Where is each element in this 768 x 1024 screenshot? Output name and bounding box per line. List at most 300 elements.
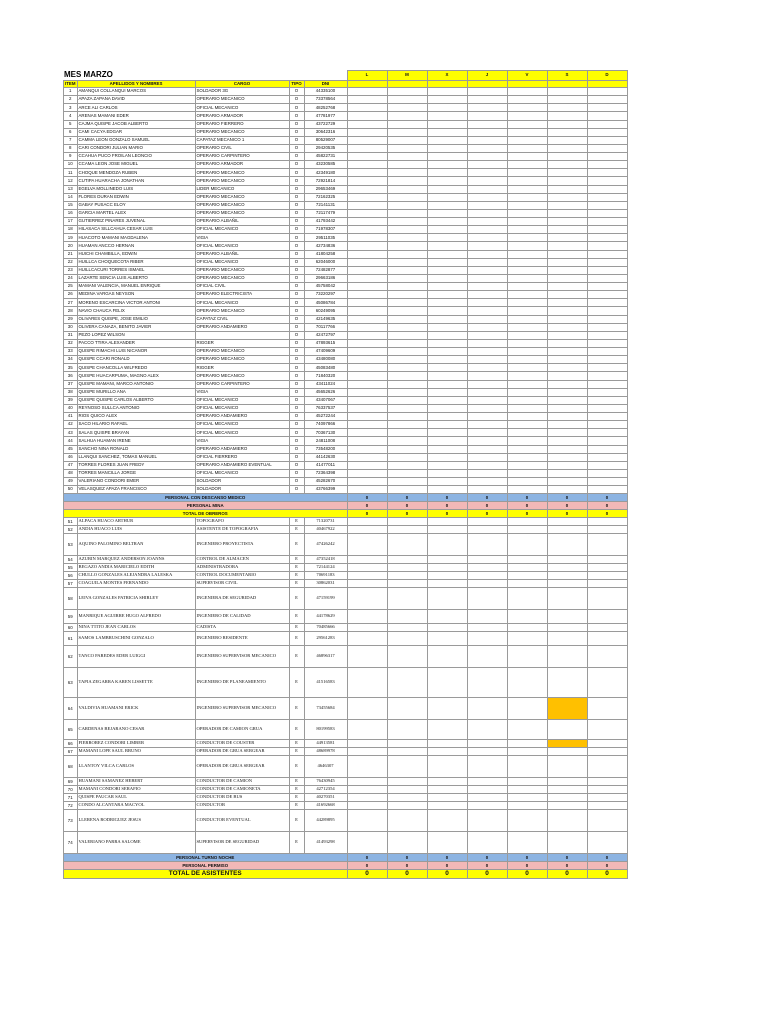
employee-tipo: O <box>289 380 304 388</box>
attendance-cell <box>587 291 627 299</box>
attendance-cell <box>387 307 427 315</box>
attendance-cell <box>427 364 467 372</box>
attendance-cell <box>467 794 507 802</box>
employee-cargo: OPERARIO ANDAMIERO <box>195 413 289 421</box>
attendance-cell <box>347 698 387 720</box>
attendance-cell <box>427 136 467 144</box>
attendance-cell <box>547 185 587 193</box>
employee-cargo: OPERARIO MECANICO <box>195 266 289 274</box>
attendance-cell <box>467 396 507 404</box>
item-number: 30 <box>64 323 78 331</box>
employee-tipo: O <box>289 323 304 331</box>
item-number: 26 <box>64 291 78 299</box>
attendance-cell <box>547 104 587 112</box>
employee-tipo: O <box>289 234 304 242</box>
attendance-cell <box>467 307 507 315</box>
employee-cargo: OFICIAL MECANICO <box>195 258 289 266</box>
attendance-cell <box>387 226 427 234</box>
attendance-cell <box>547 810 587 832</box>
employee-cargo: CONDUCTOR DE CAMIONETA <box>195 786 289 794</box>
attendance-cell <box>347 810 387 832</box>
attendance-cell <box>507 478 547 486</box>
attendance-cell <box>427 323 467 331</box>
attendance-cell <box>547 534 587 556</box>
attendance-cell <box>587 786 627 794</box>
attendance-cell <box>387 421 427 429</box>
item-number: 46 <box>64 453 78 461</box>
employee-tipo: O <box>289 242 304 250</box>
attendance-cell <box>387 177 427 185</box>
attendance-cell <box>347 226 387 234</box>
attendance-cell <box>427 534 467 556</box>
attendance-cell <box>547 832 587 854</box>
attendance-cell <box>587 274 627 282</box>
table-row <box>64 185 628 193</box>
day-cell <box>507 81 547 88</box>
employee-name: QUISPE MURILLO ANA <box>77 388 195 396</box>
attendance-cell <box>347 274 387 282</box>
attendance-cell <box>347 453 387 461</box>
attendance-cell <box>427 348 467 356</box>
employee-cargo: INGENIERA DE SEGURIDAD <box>195 588 289 610</box>
attendance-cell <box>547 380 587 388</box>
attendance-cell <box>547 588 587 610</box>
attendance-cell <box>387 624 427 632</box>
attendance-cell <box>427 453 467 461</box>
attendance-cell <box>347 120 387 128</box>
item-number: 72 <box>64 802 78 810</box>
attendance-cell <box>467 356 507 364</box>
attendance-cell <box>347 388 387 396</box>
attendance-cell <box>387 218 427 226</box>
attendance-cell <box>467 104 507 112</box>
attendance-cell <box>507 209 547 217</box>
attendance-cell <box>507 461 547 469</box>
employee-tipo: O <box>289 299 304 307</box>
header-dni: DNI <box>304 81 347 88</box>
table-row <box>64 323 628 331</box>
attendance-cell <box>427 698 467 720</box>
employee-cargo: VIGIA <box>195 437 289 445</box>
attendance-cell <box>587 564 627 572</box>
attendance-cell <box>467 668 507 698</box>
item-number: 31 <box>64 331 78 339</box>
attendance-cell <box>427 120 467 128</box>
attendance-cell <box>427 226 467 234</box>
attendance-cell <box>427 624 467 632</box>
attendance-cell <box>387 315 427 323</box>
item-number: 61 <box>64 632 78 646</box>
employee-dni: 40467922 <box>304 526 347 534</box>
attendance-cell <box>507 396 547 404</box>
attendance-cell <box>387 104 427 112</box>
employee-tipo: O <box>289 445 304 453</box>
table-row <box>64 356 628 364</box>
attendance-cell <box>347 421 387 429</box>
employee-name: SACO HILARIO RAFAEL <box>77 421 195 429</box>
employee-dni: 76430945 <box>304 778 347 786</box>
item-number: 37 <box>64 380 78 388</box>
employee-dni: 73220297 <box>304 291 347 299</box>
attendance-cell <box>347 786 387 794</box>
employee-cargo: OFICIAL MECANICO <box>195 421 289 429</box>
attendance-cell <box>427 486 467 494</box>
employee-dni: 43411024 <box>304 380 347 388</box>
attendance-cell <box>347 748 387 756</box>
attendance-cell <box>507 778 547 786</box>
summary-value: 0 <box>427 862 467 870</box>
attendance-cell <box>427 478 467 486</box>
attendance-cell <box>427 437 467 445</box>
attendance-cell <box>347 128 387 136</box>
attendance-cell <box>387 274 427 282</box>
summary-value: 0 <box>587 854 627 862</box>
attendance-cell <box>587 226 627 234</box>
attendance-cell <box>587 356 627 364</box>
attendance-cell <box>547 88 587 96</box>
attendance-cell <box>427 161 467 169</box>
employee-cargo: OFICIAL MECANICO <box>195 242 289 250</box>
table-row <box>64 128 628 136</box>
day-cell <box>467 81 507 88</box>
summary-value: 0 <box>347 510 387 518</box>
summary-value: 0 <box>387 502 427 510</box>
attendance-cell <box>507 307 547 315</box>
attendance-cell <box>547 201 587 209</box>
attendance-cell <box>387 526 427 534</box>
attendance-cell <box>547 331 587 339</box>
employee-dni: 29511035 <box>304 234 347 242</box>
table-row <box>64 209 628 217</box>
attendance-cell <box>507 169 547 177</box>
item-number: 48 <box>64 469 78 477</box>
employee-dni: 73548200 <box>304 445 347 453</box>
table-row <box>64 274 628 282</box>
attendance-cell <box>587 396 627 404</box>
employee-tipo: O <box>289 193 304 201</box>
table-row <box>64 339 628 347</box>
attendance-cell <box>507 299 547 307</box>
item-number: 35 <box>64 364 78 372</box>
employee-dni: 30642316 <box>304 128 347 136</box>
employee-name: GARCIA MARTEL ALEX <box>77 209 195 217</box>
employee-dni: 42349180 <box>304 169 347 177</box>
employee-dni: 44335100 <box>304 88 347 96</box>
table-row <box>64 112 628 120</box>
attendance-cell <box>587 720 627 740</box>
attendance-cell <box>387 453 427 461</box>
employee-name: SALHUA HUAMAN IRENE <box>77 437 195 445</box>
attendance-cell <box>547 388 587 396</box>
attendance-cell <box>427 88 467 96</box>
attendance-cell <box>427 778 467 786</box>
attendance-cell <box>467 802 507 810</box>
attendance-cell <box>387 88 427 96</box>
table-row <box>64 698 628 720</box>
item-number: 68 <box>64 756 78 778</box>
employee-tipo: O <box>289 486 304 494</box>
item-number: 28 <box>64 307 78 315</box>
employee-cargo: CONDUCTOR DE BUS <box>195 794 289 802</box>
attendance-cell <box>467 588 507 610</box>
attendance-cell <box>547 169 587 177</box>
attendance-cell <box>387 234 427 242</box>
attendance-cell <box>587 646 627 668</box>
day-header: J <box>467 71 507 81</box>
attendance-cell <box>587 177 627 185</box>
attendance-cell <box>427 315 467 323</box>
employee-dni: 74097866 <box>304 421 347 429</box>
employee-tipo: O <box>289 104 304 112</box>
employee-tipo: O <box>289 461 304 469</box>
attendance-cell <box>587 556 627 564</box>
attendance-cell <box>547 161 587 169</box>
attendance-cell <box>587 526 627 534</box>
employee-tipo: O <box>289 250 304 258</box>
attendance-cell <box>547 802 587 810</box>
attendance-cell <box>587 169 627 177</box>
attendance-cell <box>427 372 467 380</box>
employee-cargo: SUPERVISOR CIVIL <box>195 580 289 588</box>
attendance-cell <box>467 421 507 429</box>
attendance-cell <box>467 364 507 372</box>
employee-name: QUISPE HUACARPUMA, MAGNO ALEX <box>77 372 195 380</box>
item-number: 12 <box>64 177 78 185</box>
item-number: 73 <box>64 810 78 832</box>
employee-name: OLIVARES QUISPE, JOSE EMILIO <box>77 315 195 323</box>
employee-dni: 70367130 <box>304 429 347 437</box>
employee-cargo: OPERARIO MECANICO <box>195 372 289 380</box>
attendance-cell <box>467 534 507 556</box>
attendance-cell <box>587 429 627 437</box>
summary-value: 0 <box>507 870 547 879</box>
summary-label: PERSONAL TURNO NOCHE <box>64 854 348 862</box>
table-row <box>64 534 628 556</box>
attendance-cell <box>387 588 427 610</box>
table-row <box>64 445 628 453</box>
attendance-cell <box>507 786 547 794</box>
attendance-cell <box>427 250 467 258</box>
employee-name: MORENO ESCARCINA VICTOR ANTONI <box>77 299 195 307</box>
employee-cargo: SOLDADOR 3G <box>195 88 289 96</box>
attendance-cell <box>347 802 387 810</box>
attendance-cell <box>547 720 587 740</box>
employee-cargo: INGENIERO RESIDENTE <box>195 632 289 646</box>
employee-cargo: OPERARIO MECANICO <box>195 193 289 201</box>
attendance-cell <box>427 802 467 810</box>
attendance-cell <box>547 177 587 185</box>
employee-name: GUTIERREZ PINARES JUVENAL <box>77 218 195 226</box>
attendance-cell <box>547 299 587 307</box>
attendance-cell <box>467 404 507 412</box>
item-number: 49 <box>64 478 78 486</box>
attendance-cell <box>387 486 427 494</box>
employee-dni: 29663186 <box>304 274 347 282</box>
item-number: 1 <box>64 88 78 96</box>
employee-dni: 44142630 <box>304 453 347 461</box>
employee-dni: 46896317 <box>304 646 347 668</box>
summary-value: 0 <box>587 862 627 870</box>
attendance-cell <box>467 299 507 307</box>
attendance-cell <box>467 810 507 832</box>
employee-name: QUISPE QUISPE CARLOS ALBERTO <box>77 396 195 404</box>
employee-cargo: OPERARIO CARPINTERO <box>195 153 289 161</box>
table-row <box>64 778 628 786</box>
attendance-cell <box>507 120 547 128</box>
attendance-cell <box>587 413 627 421</box>
employee-dni: 44289895 <box>304 810 347 832</box>
attendance-cell <box>347 572 387 580</box>
attendance-cell <box>467 323 507 331</box>
employee-name: HUACOTO MAMANI MAGDALENA <box>77 234 195 242</box>
item-number: 41 <box>64 413 78 421</box>
item-number: 22 <box>64 258 78 266</box>
attendance-cell <box>547 698 587 720</box>
employee-name: SANCHO NINA RONALD <box>77 445 195 453</box>
attendance-cell <box>587 632 627 646</box>
attendance-cell <box>467 518 507 526</box>
attendance-cell <box>427 144 467 152</box>
employee-dni: 29653469 <box>304 185 347 193</box>
attendance-cell <box>587 388 627 396</box>
attendance-cell <box>547 364 587 372</box>
attendance-cell <box>347 283 387 291</box>
attendance-cell <box>547 518 587 526</box>
attendance-cell <box>387 136 427 144</box>
item-number: 69 <box>64 778 78 786</box>
attendance-cell <box>467 478 507 486</box>
attendance-cell <box>427 201 467 209</box>
item-number: 74 <box>64 832 78 854</box>
attendance-cell <box>347 242 387 250</box>
attendance-cell <box>347 177 387 185</box>
attendance-cell <box>427 209 467 217</box>
attendance-cell <box>427 632 467 646</box>
day-header: D <box>587 71 627 81</box>
employee-dni: 45758042 <box>304 283 347 291</box>
header-tipo: TIPO <box>289 81 304 88</box>
attendance-cell <box>587 234 627 242</box>
attendance-cell <box>427 331 467 339</box>
attendance-cell <box>507 218 547 226</box>
employee-dni: 71320731 <box>304 518 347 526</box>
attendance-cell <box>467 234 507 242</box>
employee-dni: 72921814 <box>304 177 347 185</box>
employee-dni: 43407067 <box>304 396 347 404</box>
attendance-cell <box>507 315 547 323</box>
employee-name: QUISPE CCARI RONALD <box>77 356 195 364</box>
attendance-cell <box>587 348 627 356</box>
employee-dni: 45282670 <box>304 478 347 486</box>
employee-cargo: RIGGER <box>195 364 289 372</box>
employee-cargo: VIGIA <box>195 388 289 396</box>
attendance-cell <box>547 356 587 364</box>
attendance-cell <box>387 201 427 209</box>
table-row <box>64 580 628 588</box>
attendance-cell <box>347 413 387 421</box>
item-number: 4 <box>64 112 78 120</box>
attendance-cell <box>387 786 427 794</box>
attendance-cell <box>507 266 547 274</box>
employee-cargo: RIGGER <box>195 339 289 347</box>
attendance-cell <box>427 786 467 794</box>
employee-name: ANDIA HUACO LUIS <box>77 526 195 534</box>
employee-name: AMANQUI COLLANQUI MARCOS <box>77 88 195 96</box>
header-cargo: CARGO <box>195 81 289 88</box>
attendance-cell <box>467 580 507 588</box>
attendance-cell <box>547 372 587 380</box>
employee-cargo: CONDUCTOR <box>195 802 289 810</box>
summary-label: PERSONAL PERMISO <box>64 862 348 870</box>
employee-dni: 80529007 <box>304 136 347 144</box>
attendance-cell <box>587 161 627 169</box>
attendance-cell <box>507 274 547 282</box>
summary-value: 0 <box>587 502 627 510</box>
employee-cargo: OPERADOR DE GRUA SERGEAR <box>195 756 289 778</box>
table-row <box>64 756 628 778</box>
attendance-cell <box>427 388 467 396</box>
attendance-cell <box>427 564 467 572</box>
attendance-cell <box>347 161 387 169</box>
attendance-cell <box>587 748 627 756</box>
attendance-cell <box>547 128 587 136</box>
attendance-cell <box>427 283 467 291</box>
attendance-cell <box>347 218 387 226</box>
employee-name: OLIVERA CANAZA, BENITO JAVIER <box>77 323 195 331</box>
item-number: 34 <box>64 356 78 364</box>
employee-cargo: VIGIA <box>195 234 289 242</box>
day-header: S <box>547 71 587 81</box>
attendance-cell <box>547 453 587 461</box>
employee-tipo: O <box>289 185 304 193</box>
item-number: 25 <box>64 283 78 291</box>
attendance-cell <box>347 610 387 624</box>
attendance-cell <box>427 810 467 832</box>
attendance-cell <box>507 356 547 364</box>
attendance-cell <box>587 136 627 144</box>
employee-name: GABAY PUSACC ELOY <box>77 201 195 209</box>
employee-name: TORRES FLORES JUAN FREDY <box>77 461 195 469</box>
attendance-cell <box>427 518 467 526</box>
employee-dni: 47893615 <box>304 339 347 347</box>
attendance-cell <box>347 144 387 152</box>
summary-label: PERSONAL CON DESCANSO MEDICO <box>64 494 348 502</box>
employee-tipo: E <box>289 778 304 786</box>
attendance-cell <box>427 339 467 347</box>
attendance-cell <box>467 556 507 564</box>
attendance-cell <box>507 161 547 169</box>
attendance-cell <box>467 266 507 274</box>
attendance-cell <box>347 315 387 323</box>
attendance-cell <box>347 234 387 242</box>
employee-tipo: E <box>289 832 304 854</box>
attendance-cell <box>507 518 547 526</box>
attendance-cell <box>587 266 627 274</box>
item-number: 27 <box>64 299 78 307</box>
attendance-cell <box>587 307 627 315</box>
attendance-cell <box>467 226 507 234</box>
attendance-cell <box>507 380 547 388</box>
item-number: 6 <box>64 128 78 136</box>
attendance-cell <box>587 445 627 453</box>
attendance-cell <box>587 380 627 388</box>
employee-name: CHOQUE MENDOZA RUBEN <box>77 169 195 177</box>
employee-dni: 62046000 <box>304 258 347 266</box>
attendance-cell <box>427 748 467 756</box>
attendance-cell <box>587 128 627 136</box>
attendance-cell <box>507 668 547 698</box>
attendance-cell <box>467 437 507 445</box>
